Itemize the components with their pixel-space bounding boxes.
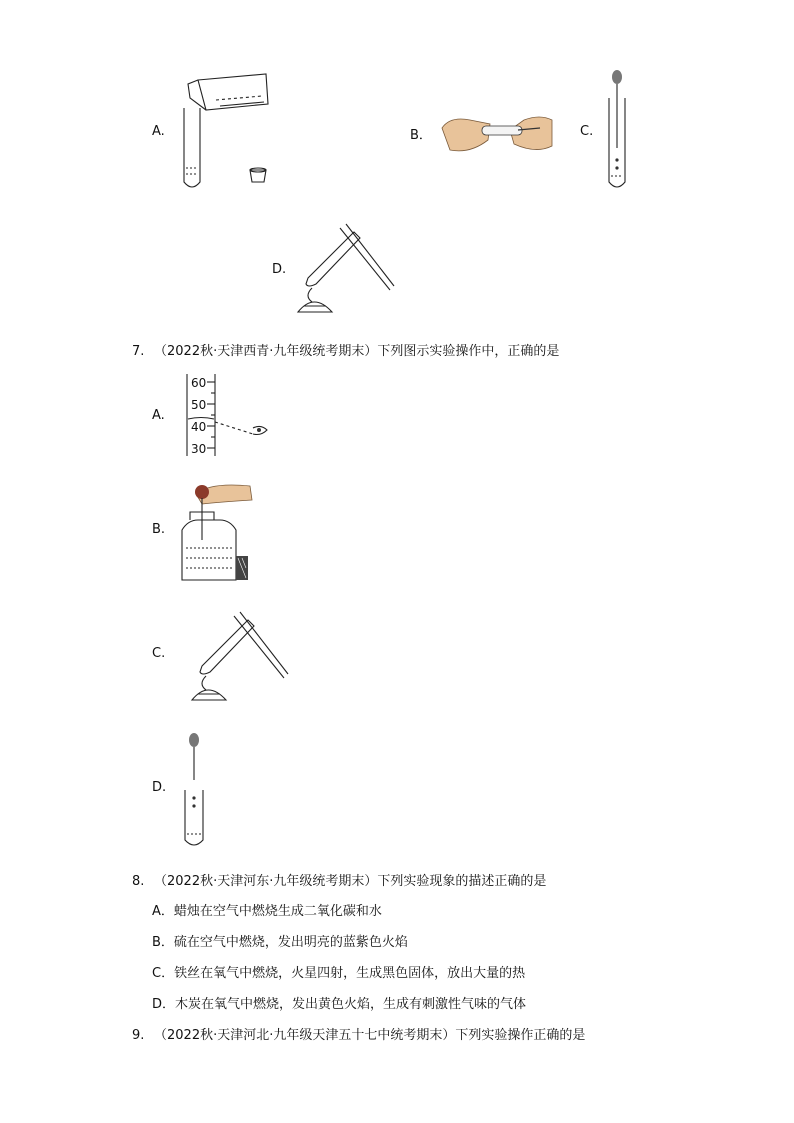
tick-label-40: 40 (191, 420, 207, 434)
q7-option-c-label: C. (152, 646, 166, 661)
q7-option-d-label: D. (152, 780, 167, 795)
q8-option-b: B．硫在空气中燃烧，发出明亮的蓝紫色火焰 (152, 935, 408, 950)
q6-option-c-label: C. (580, 124, 594, 139)
question-9-number: 9. (132, 1028, 145, 1043)
q7-option-b-label: B. (152, 522, 166, 537)
pouring-liquid-figure (176, 70, 276, 195)
q6-option-a-label: A. (152, 124, 165, 139)
tick-label-50: 50 (191, 398, 207, 412)
question-7-text: （2022秋·天津西青·九年级统考期末）下列图示实验操作中，正确的是 (154, 344, 560, 359)
q8-option-c: C．铁丝在氧气中燃烧，火星四射，生成黑色固体，放出大量的热 (152, 966, 526, 981)
q8-option-d: D．木炭在氧气中燃烧，发出黄色火焰，生成有刺激性气味的气体 (152, 997, 527, 1012)
tick-label-30: 30 (191, 442, 207, 456)
dropper-above-tube-figure (182, 732, 208, 852)
question-9-text: （2022秋·天津河北·九年级天津五十七中统考期末）下列实验操作正确的是 (154, 1028, 586, 1043)
q8-option-a: A．蜡烛在空气中燃烧生成二氧化碳和水 (152, 904, 382, 919)
graduated-cylinder-figure (185, 372, 275, 458)
q6-option-b-label: B． (410, 128, 432, 143)
question-8 (132, 870, 546, 889)
tick-label-60: 60 (191, 376, 207, 390)
heating-test-tube-figure (294, 218, 394, 318)
heating-test-tube-figure-2 (188, 606, 288, 706)
question-9 (132, 1024, 585, 1043)
dropper-inside-tube-figure (606, 68, 632, 194)
q7-option-a-label: A. (152, 408, 165, 423)
q6-option-d-label: D. (272, 262, 287, 277)
question-7-number: 7. (132, 344, 145, 359)
question-7 (132, 340, 559, 359)
question-8-text: （2022秋·天津河东·九年级统考期末）下列实验现象的描述正确的是 (154, 874, 547, 889)
question-8-number: 8. (132, 874, 145, 889)
hands-test-tube-figure (440, 110, 555, 160)
dropper-bottle-figure (180, 476, 260, 586)
